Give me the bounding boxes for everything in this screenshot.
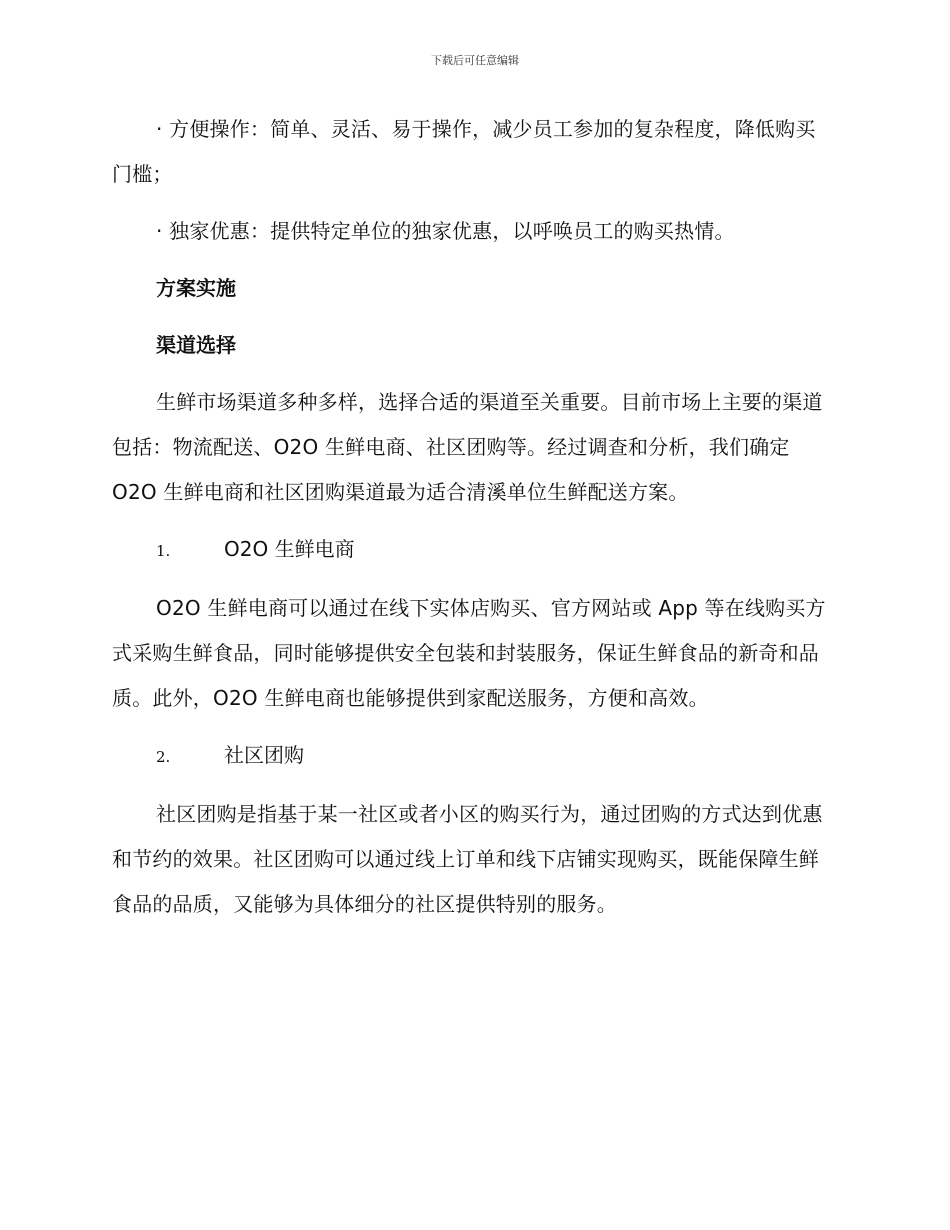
bullet-paragraph-exclusive-offer: · 独家优惠：提供特定单位的独家优惠，以呼唤员工的购买热情。 — [156, 219, 735, 243]
paragraph-o2o-description: O2O 生鲜电商可以通过在线下实体店购买、官方网站或 App 等在线购买方式采购生鲜食品，同时能够提供安全包装和封装服务，保证生鲜食品的新奇和品质。此外，O2O 生鲜电商也能够提供到家配送服务，方便和高效。 — [112, 596, 826, 710]
section-heading-implementation: 方案实施 — [156, 276, 236, 300]
bullet-paragraph-convenience: · 方便操作：简单、灵活、易于操作，减少员工参加的复杂程度，降低购买门槛； — [112, 117, 816, 186]
list-item-label: 社区团购 — [224, 743, 304, 767]
paragraph-community-description: 社区团购是指基于某一社区或者小区的购买行为，通过团购的方式达到优惠和节约的效果。社区团购可以通过线上订单和线下店铺实现购买，既能保障生鲜食品的品质，又能够为具体细分的社区提供特别的服务。 — [112, 802, 823, 916]
numbered-item-o2o — [112, 527, 832, 574]
list-number: 1. — [156, 542, 171, 560]
paragraph-channel-overview: 生鲜市场渠道多种多样，选择合适的渠道至关重要。目前市场上主要的渠道包括：物流配送、O2O 生鲜电商、社区团购等。经过调查和分析，我们确定 O2O 生鲜电商和社区团购渠道最为适合清溪单位生鲜配送方案。 — [112, 390, 823, 504]
document-body — [112, 107, 832, 939]
page-header: 下载后可任意编辑 — [431, 54, 519, 67]
list-number: 2. — [156, 748, 171, 766]
list-item-label: O2O 生鲜电商 — [224, 537, 355, 561]
section-heading-channel-selection: 渠道选择 — [156, 333, 236, 357]
numbered-item-community-group-buy — [112, 733, 832, 780]
